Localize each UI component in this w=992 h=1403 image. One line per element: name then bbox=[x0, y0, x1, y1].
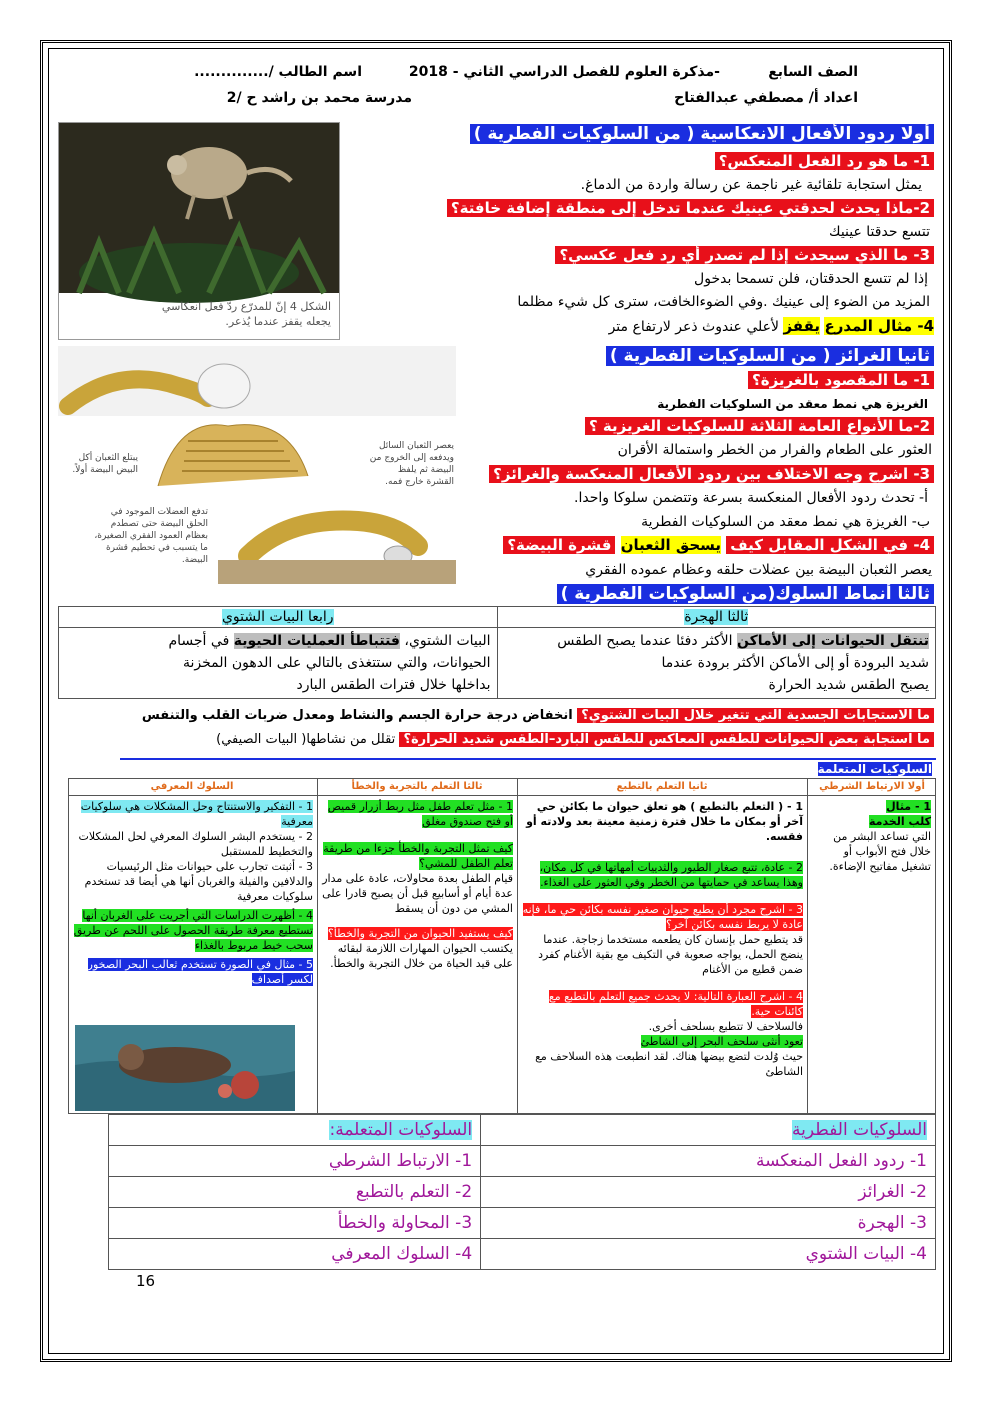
c2-q1: 1 - ( التعلم بالتطبع ) هو تعلق حيوان ما بكائن حي آخر أو بمكان ما خلال فترة زمنية معينة بعد ولادته أو فقسه. bbox=[526, 800, 803, 843]
mig-line1 bbox=[504, 630, 930, 652]
summary-innate-1: 1- ردود الفعل المنعكسة bbox=[481, 1146, 936, 1177]
s2-a4: يعصر الثعبان البيضة بين عضلات حلقه وعظام عموده الفقري bbox=[585, 562, 932, 578]
s1-a3-line2: المزيد من الضوء إلى عينيك .وفي الضوءالخافت، سترى كل شيء مظلما bbox=[517, 294, 930, 310]
summary-innate-4: 4- البيات الشتوي bbox=[481, 1239, 936, 1270]
mig-hl: تنتقل الحيوانات إلى الأماكن bbox=[736, 633, 929, 649]
col1-content bbox=[811, 799, 931, 874]
c2-a4-hl-wrap bbox=[521, 1034, 803, 1049]
summary-learned-4: 4- السلوك المعرفي bbox=[109, 1239, 481, 1270]
s1-q1 bbox=[715, 151, 934, 171]
c4-q3: 3 - أثبتت تجارب على حيوانات مثل الرئيسيات والدلافين والفيلة والغربان أنها هي أيضا قد تستخدم سلوكيات معرفية bbox=[84, 860, 313, 903]
mig-line2: شديد البرودة أو إلى الأماكن الأكثر برودة عندما bbox=[661, 655, 929, 671]
sea-otter-photo bbox=[75, 1025, 295, 1111]
s2-q1-text: 1- ما المقصود بالغريزة؟ bbox=[748, 371, 934, 389]
page-number: 16 bbox=[136, 1272, 156, 1290]
s2-q1 bbox=[748, 370, 934, 390]
s2-a1: الغريزة هي نمط معقد من السلوكيات الفطرية bbox=[657, 397, 928, 411]
c4-q5: 5 - مثال في الصورة تستخدم ثعالب البحر الصخور لكسر أصداف bbox=[87, 958, 313, 986]
hib-line2: الحيوانات، والتي ستتغذى بالتالي على الدهون المخزنة bbox=[183, 655, 491, 671]
hib-line3: بداخلها خلال فترات الطقس البارد bbox=[296, 677, 491, 693]
innate-header-cell bbox=[481, 1115, 936, 1146]
school-name: مدرسة محمد بن راشد ح /2 bbox=[226, 90, 412, 106]
summary-innate-header: السلوكيات الفطرية bbox=[792, 1120, 927, 1140]
c1-q-text: 1 - مثال bbox=[886, 800, 931, 813]
c3-a2: قيام الطفل بعدة محاولات، عادة على مدار عدة أيام أو أسابيع قبل أن يصبح قادرا على المشي من دون أن يسقط bbox=[322, 872, 513, 915]
c2-a4-hl: تعود أنثى سلحف البحر إلى الشاطئ bbox=[640, 1035, 803, 1048]
s3-a-est: تقلل من نشاطها( البيات الصيفي) bbox=[216, 732, 396, 747]
c1-q bbox=[811, 799, 931, 814]
col3-content bbox=[321, 799, 513, 971]
c3-a3: يكتسب الحيوان المهارات اللازمة لبقائه على قيد الحياة من خلال التجربة والخطأ. bbox=[330, 942, 513, 970]
hib-line1-hl: فتتباطأ العمليات الحيوية bbox=[233, 633, 400, 649]
s3-q-estivation bbox=[216, 730, 934, 750]
s1-q3 bbox=[555, 245, 934, 265]
student-name-field: اسم الطالب /.............. bbox=[194, 64, 362, 80]
s2-q4-highlight1: يسحق الثعبان bbox=[620, 536, 722, 554]
snake-caption-2: يعصر الثعبان السائل ويدفعه إلى الخروج من البيضة ثم يلفظ القشرة خارج فمه. bbox=[369, 441, 454, 487]
col4-title: السلوك المعرفي bbox=[150, 781, 234, 792]
s2-a2: العثور على الطعام والفرار من الخطر واستمالة الأقران bbox=[617, 442, 932, 458]
s2-a3-line1: أ- تحدث ردود الأفعال المنعكسة بسرعة وتتضمن سلوكا واحدا. bbox=[574, 490, 928, 506]
armadillo-caption-line1: الشكل 4 إنّ للمدرّع ردّ فعل انعكاسي bbox=[161, 300, 331, 313]
s1-q4-highlight: يقفز bbox=[783, 317, 820, 335]
armadillo-caption-line2: يجعله يقفز عندما يُذعر. bbox=[225, 315, 331, 328]
document-title: -مذكرة العلوم للفصل الدراسي الثاني - 2018 bbox=[408, 64, 720, 80]
s2-q4 bbox=[503, 535, 934, 555]
section2-heading bbox=[606, 346, 934, 366]
col1-title: أولا الارتباط الشرطي bbox=[819, 781, 925, 792]
c2-a3: قد يتطبع حمل بإنسان كان يطعمه مستخدما زجاجة. عندما ينضج الحمل، يواجه صعوبة في التكيف مع بقية الأغنام كفرد ضمن قطيع من الأغنام bbox=[538, 933, 803, 976]
s2-q2 bbox=[585, 416, 934, 436]
snake-figure bbox=[58, 346, 456, 584]
c3-q1-wrap bbox=[321, 799, 513, 829]
divider-line bbox=[120, 758, 936, 760]
prepared-by: اعداد أ/ مصطفي عبدالفتاح bbox=[674, 90, 858, 106]
section1-heading-text: أولا ردود الأفعال الانعكاسية ( من السلوكيات الفطرية ) bbox=[470, 124, 934, 144]
s1-a2: تتسع حدقتا عينيك bbox=[829, 224, 930, 240]
c2-a4-lbl: فالسلاحف لا تتطبع بسلحف أخرى. bbox=[648, 1020, 803, 1033]
s2-q2-text: 2-ما الأنواع العامة الثلاثة للسلوكيات الغريزية ؟ bbox=[585, 417, 934, 435]
s3-q-est-text: ما استجابة بعض الحيوانات للطقس المعاكس للطقس البارد–الطقس شديد الحرارة؟ bbox=[399, 732, 934, 747]
snake-caption-3: تدفع العضلات الموجود في الحلق البيضة حتى تصطدم بعظام العمود الفقري الصغيرة، ما يتسبب في تحطيم قشرة البيضة. bbox=[94, 507, 208, 565]
c1-a bbox=[811, 814, 931, 829]
learned-title-text: السلوكيات المتعلمة bbox=[817, 762, 932, 776]
summary-learned-3: 3- المحاولة والخطأ bbox=[109, 1208, 481, 1239]
armadillo-caption bbox=[161, 299, 331, 329]
s1-q1-text: 1- ما هو رد الفعل المنعكس؟ bbox=[715, 152, 934, 170]
s1-q2 bbox=[447, 198, 934, 218]
s2-q4-label: 4- في الشكل المقابل كيف bbox=[726, 536, 934, 554]
col3-title: ثالثا التعلم بالتجربة والخطأ bbox=[351, 781, 483, 792]
summary-learned-1: 1- الارتباط الشرطي bbox=[109, 1146, 481, 1177]
hib-line1 bbox=[65, 630, 491, 652]
c1-text: التي تساعد البشر من خلال فتح الأبواب أو تشغيل مفاتيح الإضاءة. bbox=[829, 830, 931, 873]
c3-q3-wrap bbox=[321, 926, 513, 941]
summary-innate-2: 2- الغرائز bbox=[481, 1177, 936, 1208]
s1-a3-line1: إذا لم تتسع الحدقتان، فلن تسمحا بدخول bbox=[694, 271, 928, 287]
hibernation-title: رابعا البيات الشتوي bbox=[221, 609, 334, 625]
c3-q1: 1 - مثل تعلم طفل مثل ربط أزرار قميص أو فتح صندوق مغلق bbox=[327, 800, 513, 828]
s1-q3-text: 3- ما الذي سيحدث إذا لم تصدر أي رد فعل عكسي؟ bbox=[555, 246, 934, 264]
hib-line1-a: البيات الشتوي، bbox=[404, 633, 491, 649]
col-divider-2 bbox=[517, 779, 518, 1113]
hibernation-header-cell bbox=[59, 607, 498, 628]
c2-q4: 4 - اشرح العبارة التالية: لا يحدث جميع التعلم بالتطبع مع كائنات حية. bbox=[548, 990, 803, 1018]
migration-cell bbox=[497, 628, 936, 699]
snake-caption-1: يبتلع الثعبان أكل البيض البيضة أولاً. bbox=[72, 453, 138, 475]
learned-table bbox=[68, 778, 936, 1114]
s2-q4-highlight2: قشرة البيضة؟ bbox=[503, 536, 615, 554]
learned-header-cell bbox=[109, 1115, 481, 1146]
c4-q4: 4 - أظهرت الدراسات التي أجريت على الغربان أنها تستطيع معرفة طريقة الحصول على اللحم عن طريق سحب خيط مربوط بالغذاء bbox=[73, 909, 313, 952]
c2-q3: 3 - اشرح مجرد أن يطبع حيوان صغير نفسه بكائن حي ما، فإنه عادة لا يربط نفسه بكائن آخر؟ bbox=[522, 903, 803, 931]
c4-q5-wrap bbox=[73, 957, 313, 987]
grade-label: الصف السابع bbox=[768, 64, 858, 80]
s2-q3 bbox=[489, 464, 934, 484]
c2-q2: 2 - عادة، تتبع صغار الطيور والثدييات أمهاتها في كل مكان، وهذا يساعد في حمايتها من الخطر وفي العثور على الغذاء. bbox=[539, 861, 803, 889]
col-divider-1 bbox=[317, 779, 318, 1113]
mig-line3: يصبح الطقس شديد الحرارة bbox=[768, 677, 929, 693]
section3-heading-text: ثالثا أنماط السلوك(من السلوكيات الفطرية ) bbox=[557, 584, 934, 604]
summary-learned-2: 2- التعلم بالتطبع bbox=[109, 1177, 481, 1208]
s1-a1: يمثل استجابة تلقائية غير ناجمة عن رسالة واردة من الدماغ. bbox=[580, 177, 922, 193]
s1-q2-text: 2-ماذا يحدث لحدقتي عينيك عندما تدخل إلى منطقة إضافة خافتة؟ bbox=[447, 199, 934, 217]
section1-heading bbox=[470, 124, 934, 144]
s1-q4-rest: لأعلي عندوث ذعر لارتفاع متر bbox=[608, 319, 779, 335]
mig-line1-text: الأكثر دفئا عندما يصبح الطقس bbox=[557, 633, 733, 649]
c1-a-hl: كلب الخدمة bbox=[868, 815, 931, 828]
s3-q-hib-text: ما الاستجابات الجسدية التي تتغير خلال البيات الشتوي؟ bbox=[577, 708, 934, 723]
s3-q-hibernation bbox=[142, 706, 934, 726]
c2-q2-wrap bbox=[521, 860, 803, 890]
c3-q2-wrap bbox=[321, 841, 513, 871]
hib-line1-b: في أجسام bbox=[168, 633, 230, 649]
s2-q3-text: 3- اشرح وجه الاختلاف بين ردود الأفعال المنعكسة والغرائز؟ bbox=[489, 465, 934, 483]
c3-q2: كيف تمثل التجربة والخطأ جزءا من طريقة تعلم الطفل للمشي؟ bbox=[323, 842, 513, 870]
c2-a4: حيث وُلدت لتضع بيضها هناك. لقد انطبعت هذه السلاحف مع الشاطئ bbox=[535, 1050, 803, 1078]
summary-innate-3: 3- الهجرة bbox=[481, 1208, 936, 1239]
col2-title: ثانيا التعلم بالتطبع bbox=[616, 781, 708, 792]
col2-content bbox=[521, 799, 803, 1079]
section2-heading-text: ثانيا الغرائز ( من السلوكيات الفطرية ) bbox=[606, 346, 934, 366]
col-divider-3 bbox=[807, 779, 808, 1113]
c3-q3: كيف يستفيد الحيوان من التجربة والخطأ؟ bbox=[327, 927, 513, 940]
s3-a-hib: انخفاض درجة حرارة الجسم والنشاط ومعدل ضربات القلب والتنفس bbox=[141, 708, 573, 723]
migration-hibernation-table bbox=[58, 606, 936, 699]
learned-title bbox=[818, 762, 932, 777]
s2-a3-line2: ب- الغريزة هي نمط معقد من السلوكيات الفطرية bbox=[641, 514, 930, 530]
col4-content bbox=[73, 799, 313, 987]
migration-header-cell bbox=[497, 607, 936, 628]
armadillo-figure bbox=[58, 122, 340, 340]
s1-q4 bbox=[609, 316, 934, 337]
summary-learned-header: السلوكيات المتعلمة: bbox=[329, 1120, 473, 1140]
c4-q1-wrap bbox=[73, 799, 313, 829]
section3-heading bbox=[557, 584, 934, 604]
c2-q3-wrap bbox=[521, 902, 803, 932]
migration-title: ثالثا الهجرة bbox=[684, 609, 749, 625]
summary-table bbox=[108, 1114, 936, 1270]
c4-q1: 1 - التفكير والاستنتاج وحل المشكلات هي سلوكيات معرفية bbox=[80, 800, 313, 828]
hibernation-cell bbox=[59, 628, 498, 699]
s1-q4-label: 4- مثال المدرع bbox=[824, 317, 934, 335]
c4-q2: 2 - يستخدم البشر السلوك المعرفي لحل المشكلات والتخطيط للمستقبل bbox=[78, 830, 313, 858]
c2-q4-wrap bbox=[521, 989, 803, 1019]
c4-q4-wrap bbox=[73, 908, 313, 953]
